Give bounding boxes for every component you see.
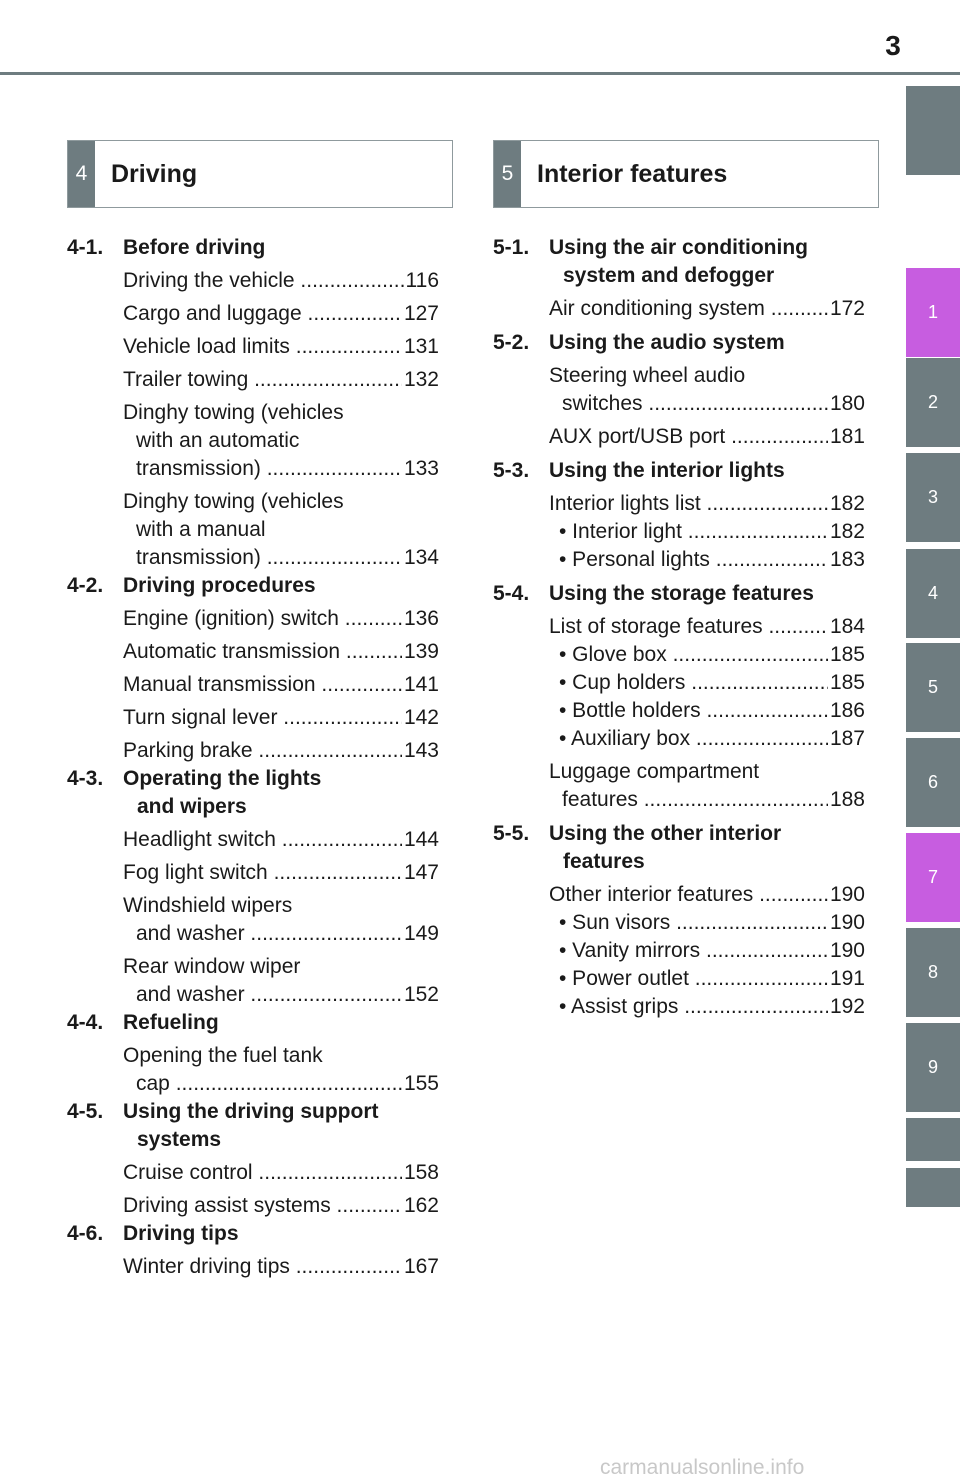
toc-entry-page: 141 [403, 673, 439, 696]
toc-entry-title: Driving assist systems ..... [123, 1192, 402, 1220]
section-number: 5-3. [493, 459, 530, 482]
toc-entry[interactable] [136, 544, 439, 572]
toc-entry[interactable] [562, 786, 865, 814]
toc-entry-line[interactable]: with an automatic [136, 429, 300, 452]
chapter-tab-5[interactable]: 5 [906, 643, 960, 732]
chapter-header-number: 4 [68, 141, 95, 207]
toc-entry-line[interactable]: Dinghy towing (vehicles [123, 401, 344, 424]
section-title-line: Driving procedures [123, 574, 316, 597]
toc-entry-line[interactable]: Dinghy towing (vehicles [123, 490, 344, 513]
toc-subentry[interactable] [559, 641, 865, 669]
toc-entry[interactable] [549, 490, 865, 518]
toc-entry-line[interactable]: Windshield wipers [123, 894, 293, 917]
toc-subentry[interactable] [559, 725, 865, 753]
toc-entry-title: Vehicle load limits ..... [123, 333, 402, 361]
toc-subentry-page: 186 [829, 699, 865, 722]
chapter-header-driving [67, 140, 453, 208]
section-title-line: system and defogger [563, 264, 775, 287]
toc-subentry-page: 190 [829, 939, 865, 962]
toc-entry-page: 149 [403, 922, 439, 945]
section-heading [67, 572, 439, 600]
section-title [549, 820, 865, 876]
section-title-line: Using the other interior [549, 822, 782, 845]
toc-entry-title: Fog light switch ..... [123, 859, 402, 887]
toc-entry-title: Driving the vehicle ..... [123, 267, 404, 295]
toc-entry[interactable] [123, 366, 439, 394]
section-title-line: features [563, 850, 645, 873]
toc-entry[interactable] [562, 390, 865, 418]
toc-entry-page: 136 [403, 607, 439, 630]
section-number: 4-1. [67, 236, 104, 259]
toc-entry[interactable] [123, 1192, 439, 1220]
toc-entry[interactable] [136, 981, 439, 1009]
toc-entry-page: 184 [829, 615, 865, 638]
toc-subentry-page: 185 [829, 643, 865, 666]
toc-entry-page: 127 [403, 302, 439, 325]
toc-entry-title: Interior lights list ..... [549, 490, 828, 518]
toc-entry-title: switches ..... [562, 390, 828, 418]
toc-entry[interactable] [123, 1253, 439, 1281]
toc-entry-title: Manual transmission ..... [123, 671, 402, 699]
section-title [123, 234, 439, 262]
toc-entry[interactable] [123, 737, 439, 765]
section-number: 4-2. [67, 574, 104, 597]
chapter-header-title: Driving [111, 159, 198, 188]
chapter-header-number: 5 [494, 141, 521, 207]
toc-subentry-page: 183 [829, 548, 865, 571]
toc-entry-line[interactable]: Luggage compartment [549, 760, 760, 783]
toc-entry[interactable] [549, 881, 865, 909]
toc-subentry[interactable] [559, 518, 865, 546]
toc-entry[interactable] [549, 295, 865, 323]
chapter-tab-7[interactable]: 7 [906, 833, 960, 922]
toc-entry[interactable] [123, 333, 439, 361]
section-heading [493, 457, 865, 485]
toc-entry-page: 181 [829, 425, 865, 448]
watermark: carmanualsonline.info [600, 1456, 805, 1479]
section-number: 4-3. [67, 767, 104, 790]
section-title [549, 457, 865, 485]
toc-subentry-title: • Assist grips ..... [559, 993, 828, 1021]
toc-entry-title: Automatic transmission ..... [123, 638, 402, 666]
toc-entry-title: Air conditioning system ..... [549, 295, 828, 323]
toc-entry-title: Trailer towing ..... [123, 366, 402, 394]
toc-entry-line[interactable]: Opening the fuel tank [123, 1044, 323, 1067]
section-title-line: Using the interior lights [549, 459, 785, 482]
toc-subentry-title: • Sun visors ..... [559, 909, 828, 937]
chapter-tab-8[interactable]: 8 [906, 928, 960, 1017]
toc-subentry-page: 182 [829, 520, 865, 543]
toc-entry-title: Winter driving tips ..... [123, 1253, 402, 1281]
toc-entry[interactable] [123, 267, 439, 295]
toc-entry-page: 133 [403, 457, 439, 480]
chapter-tab-9[interactable]: 9 [906, 1023, 960, 1112]
toc-subentry-page: 185 [829, 671, 865, 694]
toc-entry-title: cap ..... [136, 1070, 402, 1098]
toc-subentry-title: • Auxiliary box ..... [559, 725, 828, 753]
toc-entry-line[interactable]: Steering wheel audio [549, 364, 746, 387]
section-heading [493, 234, 865, 290]
toc-column-right [493, 234, 865, 1021]
toc-entry-page: 144 [403, 828, 439, 851]
section-heading [493, 820, 865, 876]
chapter-tab-3[interactable]: 3 [906, 453, 960, 542]
section-heading [67, 1220, 439, 1248]
chapter-tab-4[interactable]: 4 [906, 549, 960, 638]
section-number: 5-5. [493, 822, 530, 845]
toc-subentry[interactable] [559, 909, 865, 937]
section-title [123, 765, 439, 821]
toc-column-left [67, 234, 439, 1281]
toc-entry-page: 142 [403, 706, 439, 729]
toc-entry-title: Cruise control ..... [123, 1159, 402, 1187]
toc-subentry[interactable] [559, 965, 865, 993]
toc-subentry-page: 191 [829, 967, 865, 990]
section-title [549, 580, 865, 608]
section-heading [493, 329, 865, 357]
chapter-tab-blank[interactable] [906, 86, 960, 175]
toc-entry[interactable] [123, 859, 439, 887]
toc-entry[interactable] [549, 613, 865, 641]
toc-entry[interactable] [136, 455, 439, 483]
toc-entry-page: 116 [405, 269, 439, 292]
toc-entry-line[interactable]: Rear window wiper [123, 955, 301, 978]
toc-entry-page: 152 [403, 983, 439, 1006]
toc-subentry[interactable] [559, 993, 865, 1021]
section-title-line: Using the storage features [549, 582, 814, 605]
toc-entry-title: Other interior features ..... [549, 881, 828, 909]
toc-subentry-page: 192 [829, 995, 865, 1018]
section-heading [67, 1009, 439, 1037]
toc-subentry-title: • Vanity mirrors ..... [559, 937, 828, 965]
section-title-line: Driving tips [123, 1222, 239, 1245]
toc-subentry-title: • Cup holders ..... [559, 669, 828, 697]
section-title [549, 329, 865, 357]
top-rule [0, 72, 960, 75]
toc-entry-page: 132 [403, 368, 439, 391]
toc-subentry-title: • Glove box ..... [559, 641, 828, 669]
page-number: 3 [885, 30, 901, 61]
section-number: 4-5. [67, 1100, 104, 1123]
toc-subentry-title: • Interior light ..... [559, 518, 828, 546]
toc-subentry-title: • Personal lights ..... [559, 546, 828, 574]
toc-entry-page: 139 [403, 640, 439, 663]
section-heading [493, 580, 865, 608]
section-title-line: Using the driving support [123, 1100, 379, 1123]
section-title-line: Before driving [123, 236, 266, 259]
section-number: 4-6. [67, 1222, 104, 1245]
toc-entry-page: 167 [403, 1255, 439, 1278]
toc-entry[interactable] [123, 826, 439, 854]
toc-entry[interactable] [123, 605, 439, 633]
section-number: 5-1. [493, 236, 530, 259]
toc-entry-title: transmission) ..... [136, 455, 402, 483]
toc-subentry[interactable] [559, 669, 865, 697]
section-number: 4-4. [67, 1011, 104, 1034]
toc-entry-page: 172 [829, 297, 865, 320]
toc-entry[interactable] [136, 1070, 439, 1098]
toc-entry[interactable] [123, 300, 439, 328]
toc-subentry-title: • Power outlet ..... [559, 965, 828, 993]
section-title-line: Using the air conditioning [549, 236, 808, 259]
toc-entry-title: AUX port/USB port ..... [549, 423, 828, 451]
chapter-header-title: Interior features [537, 159, 728, 188]
chapter-tab-2[interactable]: 2 [906, 358, 960, 447]
section-number: 5-2. [493, 331, 530, 354]
toc-subentry[interactable] [559, 937, 865, 965]
section-title [123, 1009, 439, 1037]
toc-entry-title: Headlight switch ..... [123, 826, 402, 854]
section-heading [67, 1098, 439, 1154]
toc-entry-title: Engine (ignition) switch ..... [123, 605, 402, 633]
toc-entry[interactable] [123, 704, 439, 732]
toc-subentry[interactable] [559, 697, 865, 725]
toc-entry[interactable] [549, 423, 865, 451]
toc-entry-page: 190 [829, 883, 865, 906]
section-title-line: Using the audio system [549, 331, 785, 354]
toc-entry-page: 143 [403, 739, 439, 762]
toc-entry-title: and washer ..... [136, 920, 402, 948]
section-title [549, 234, 865, 290]
chapter-tab-1[interactable]: 1 [906, 268, 960, 357]
section-heading [67, 234, 439, 262]
toc-entry-page: 180 [829, 392, 865, 415]
chapter-tab-6[interactable]: 6 [906, 738, 960, 827]
toc-entry-title: and washer ..... [136, 981, 402, 1009]
toc-entry-page: 188 [829, 788, 865, 811]
toc-subentry[interactable] [559, 546, 865, 574]
toc-entry-title: List of storage features ..... [549, 613, 828, 641]
toc-entry-title: Parking brake ..... [123, 737, 402, 765]
section-title [123, 1220, 439, 1248]
toc-entry-page: 182 [829, 492, 865, 515]
toc-entry[interactable] [123, 1159, 439, 1187]
section-title [123, 572, 439, 600]
toc-subentry-page: 190 [829, 911, 865, 934]
section-title [123, 1098, 439, 1154]
section-heading [67, 765, 439, 821]
chapter-tab-index-a[interactable] [906, 1118, 960, 1161]
toc-entry[interactable] [136, 920, 439, 948]
toc-subentry-title: • Bottle holders ..... [559, 697, 828, 725]
chapter-header-interior [493, 140, 879, 208]
toc-entry-title: Turn signal lever ..... [123, 704, 402, 732]
toc-entry-page: 158 [403, 1161, 439, 1184]
section-title-line: and wipers [137, 795, 247, 818]
toc-entry-title: Cargo and luggage ..... [123, 300, 402, 328]
section-title-line: Refueling [123, 1011, 219, 1034]
toc-entry-title: features ..... [562, 786, 828, 814]
toc-entry-title: transmission) ..... [136, 544, 402, 572]
toc-entry-line[interactable]: with a manual [136, 518, 266, 541]
section-title-line: Operating the lights [123, 767, 322, 790]
chapter-tab-index-b[interactable] [906, 1168, 960, 1207]
toc-entry[interactable] [123, 638, 439, 666]
toc-subentry-page: 187 [829, 727, 865, 750]
toc-entry-page: 162 [403, 1194, 439, 1217]
toc-entry-page: 147 [403, 861, 439, 884]
toc-entry-page: 155 [403, 1072, 439, 1095]
toc-entry-page: 134 [403, 546, 439, 569]
section-number: 5-4. [493, 582, 530, 605]
toc-entry[interactable] [123, 671, 439, 699]
section-title-line: systems [137, 1128, 222, 1151]
toc-entry-page: 131 [403, 335, 439, 358]
